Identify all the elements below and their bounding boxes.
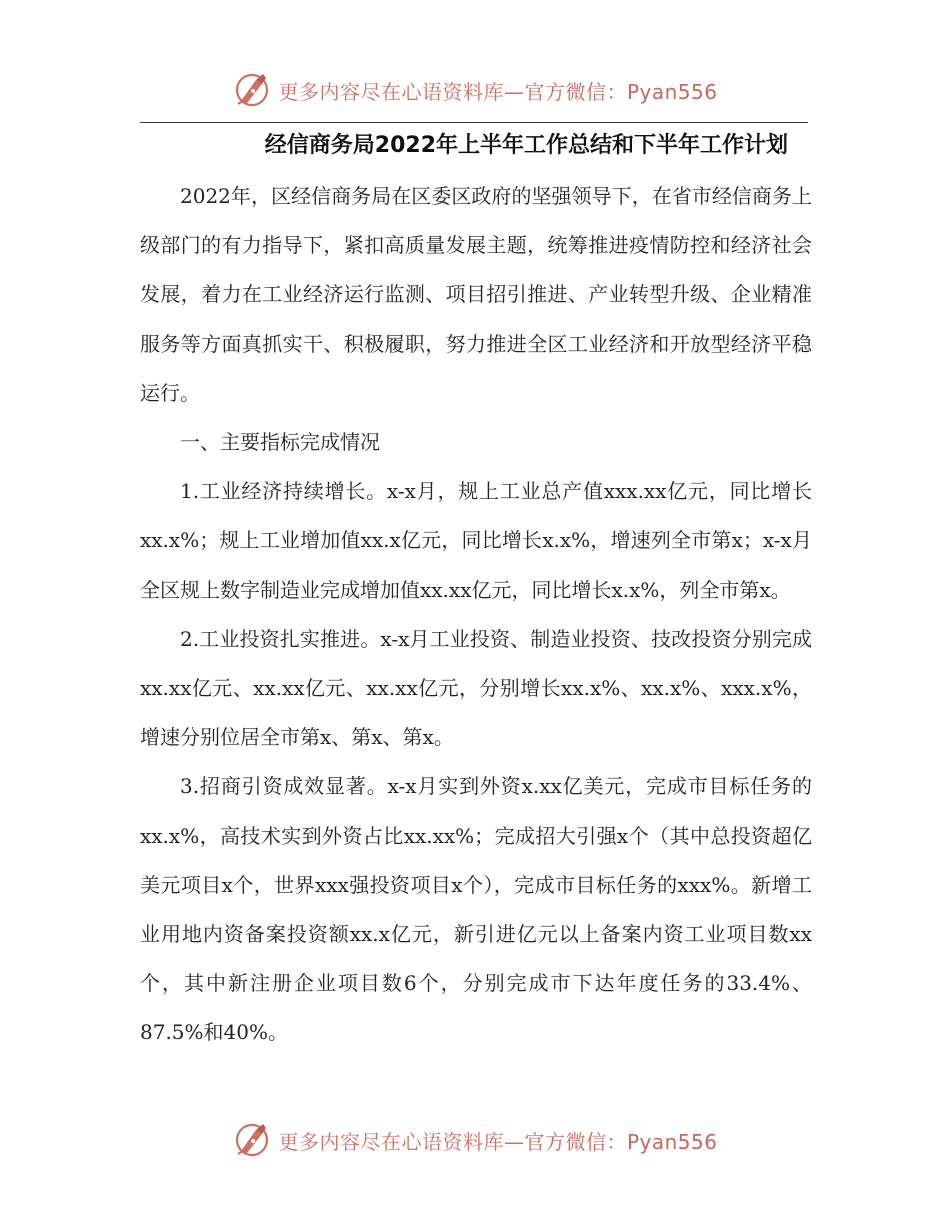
banner-text — [278, 1126, 717, 1155]
footer-watermark-banner — [0, 1118, 950, 1162]
paragraph-investment-attraction: 3.招商引资成效显著。x-x月实到外资x.xx亿美元，完成市目标任务的xx.x%，高技术实到外资占比xx.xx%；完成招大引强x个（其中总投资超亿美元项目x个，世界xxx强投资项目x个），完成市目标任务的xxx%。新增工业用地内资备案投资额xx.x亿元，新引进亿元以上备案内资工业项目数xx个，其中新注册企业项目数6个，分别完成市下达年度任务的33.4%、87.5%和40%。 — [140, 774, 812, 1045]
document-title: 经信商务局2022年上半年工作总结和下半年工作计划 — [264, 133, 788, 158]
paragraph-industrial-economy: 1.工业经济持续增长。x-x月，规上工业总产值xxx.xx亿元，同比增长xx.x%；规上工业增加值xx.x亿元，同比增长x.x%，增速列全市第x；x-x月全区规上数字制造业完成增加值xx.xx亿元，同比增长x.x%，列全市第x。 — [140, 479, 812, 602]
banner-wechat-text: 官方微信：Pyan556 — [524, 1129, 718, 1154]
section-heading-main-indicators: 一、主要指标完成情况 — [180, 430, 380, 455]
paragraph-intro: 2022年，区经信商务局在区委区政府的坚强领导下，在省市经信商务上级部门的有力指导下，紧扣高质量发展主题，统筹推进疫情防控和经济社会发展，着力在工业经济运行监测、项目招引推进、产业转型升级、企业精准服务等方面真抓实干、积极履职，努力推进全区工业经济和开放型经济平稳运行。 — [140, 184, 812, 405]
header-divider — [140, 122, 808, 123]
paragraph-industrial-investment: 2.工业投资扎实推进。x-x月工业投资、制造业投资、技改投资分别完成xx.xx亿元、xx.xx亿元、xx.xx亿元，分别增长xx.x%、xx.x%、xxx.x%，增速分别位居全市第x、第x、第x。 — [140, 626, 812, 750]
banner-main-text: 更多内容尽在心语资料库— — [278, 79, 525, 104]
banner-text — [278, 76, 717, 105]
banner-main-text: 更多内容尽在心语资料库— — [278, 1129, 525, 1154]
pen-nib-icon — [232, 1120, 272, 1160]
document-body — [140, 172, 812, 1058]
banner-wechat-text: 官方微信：Pyan556 — [524, 79, 718, 104]
pen-nib-icon — [232, 70, 272, 110]
header-watermark-banner — [0, 68, 950, 112]
